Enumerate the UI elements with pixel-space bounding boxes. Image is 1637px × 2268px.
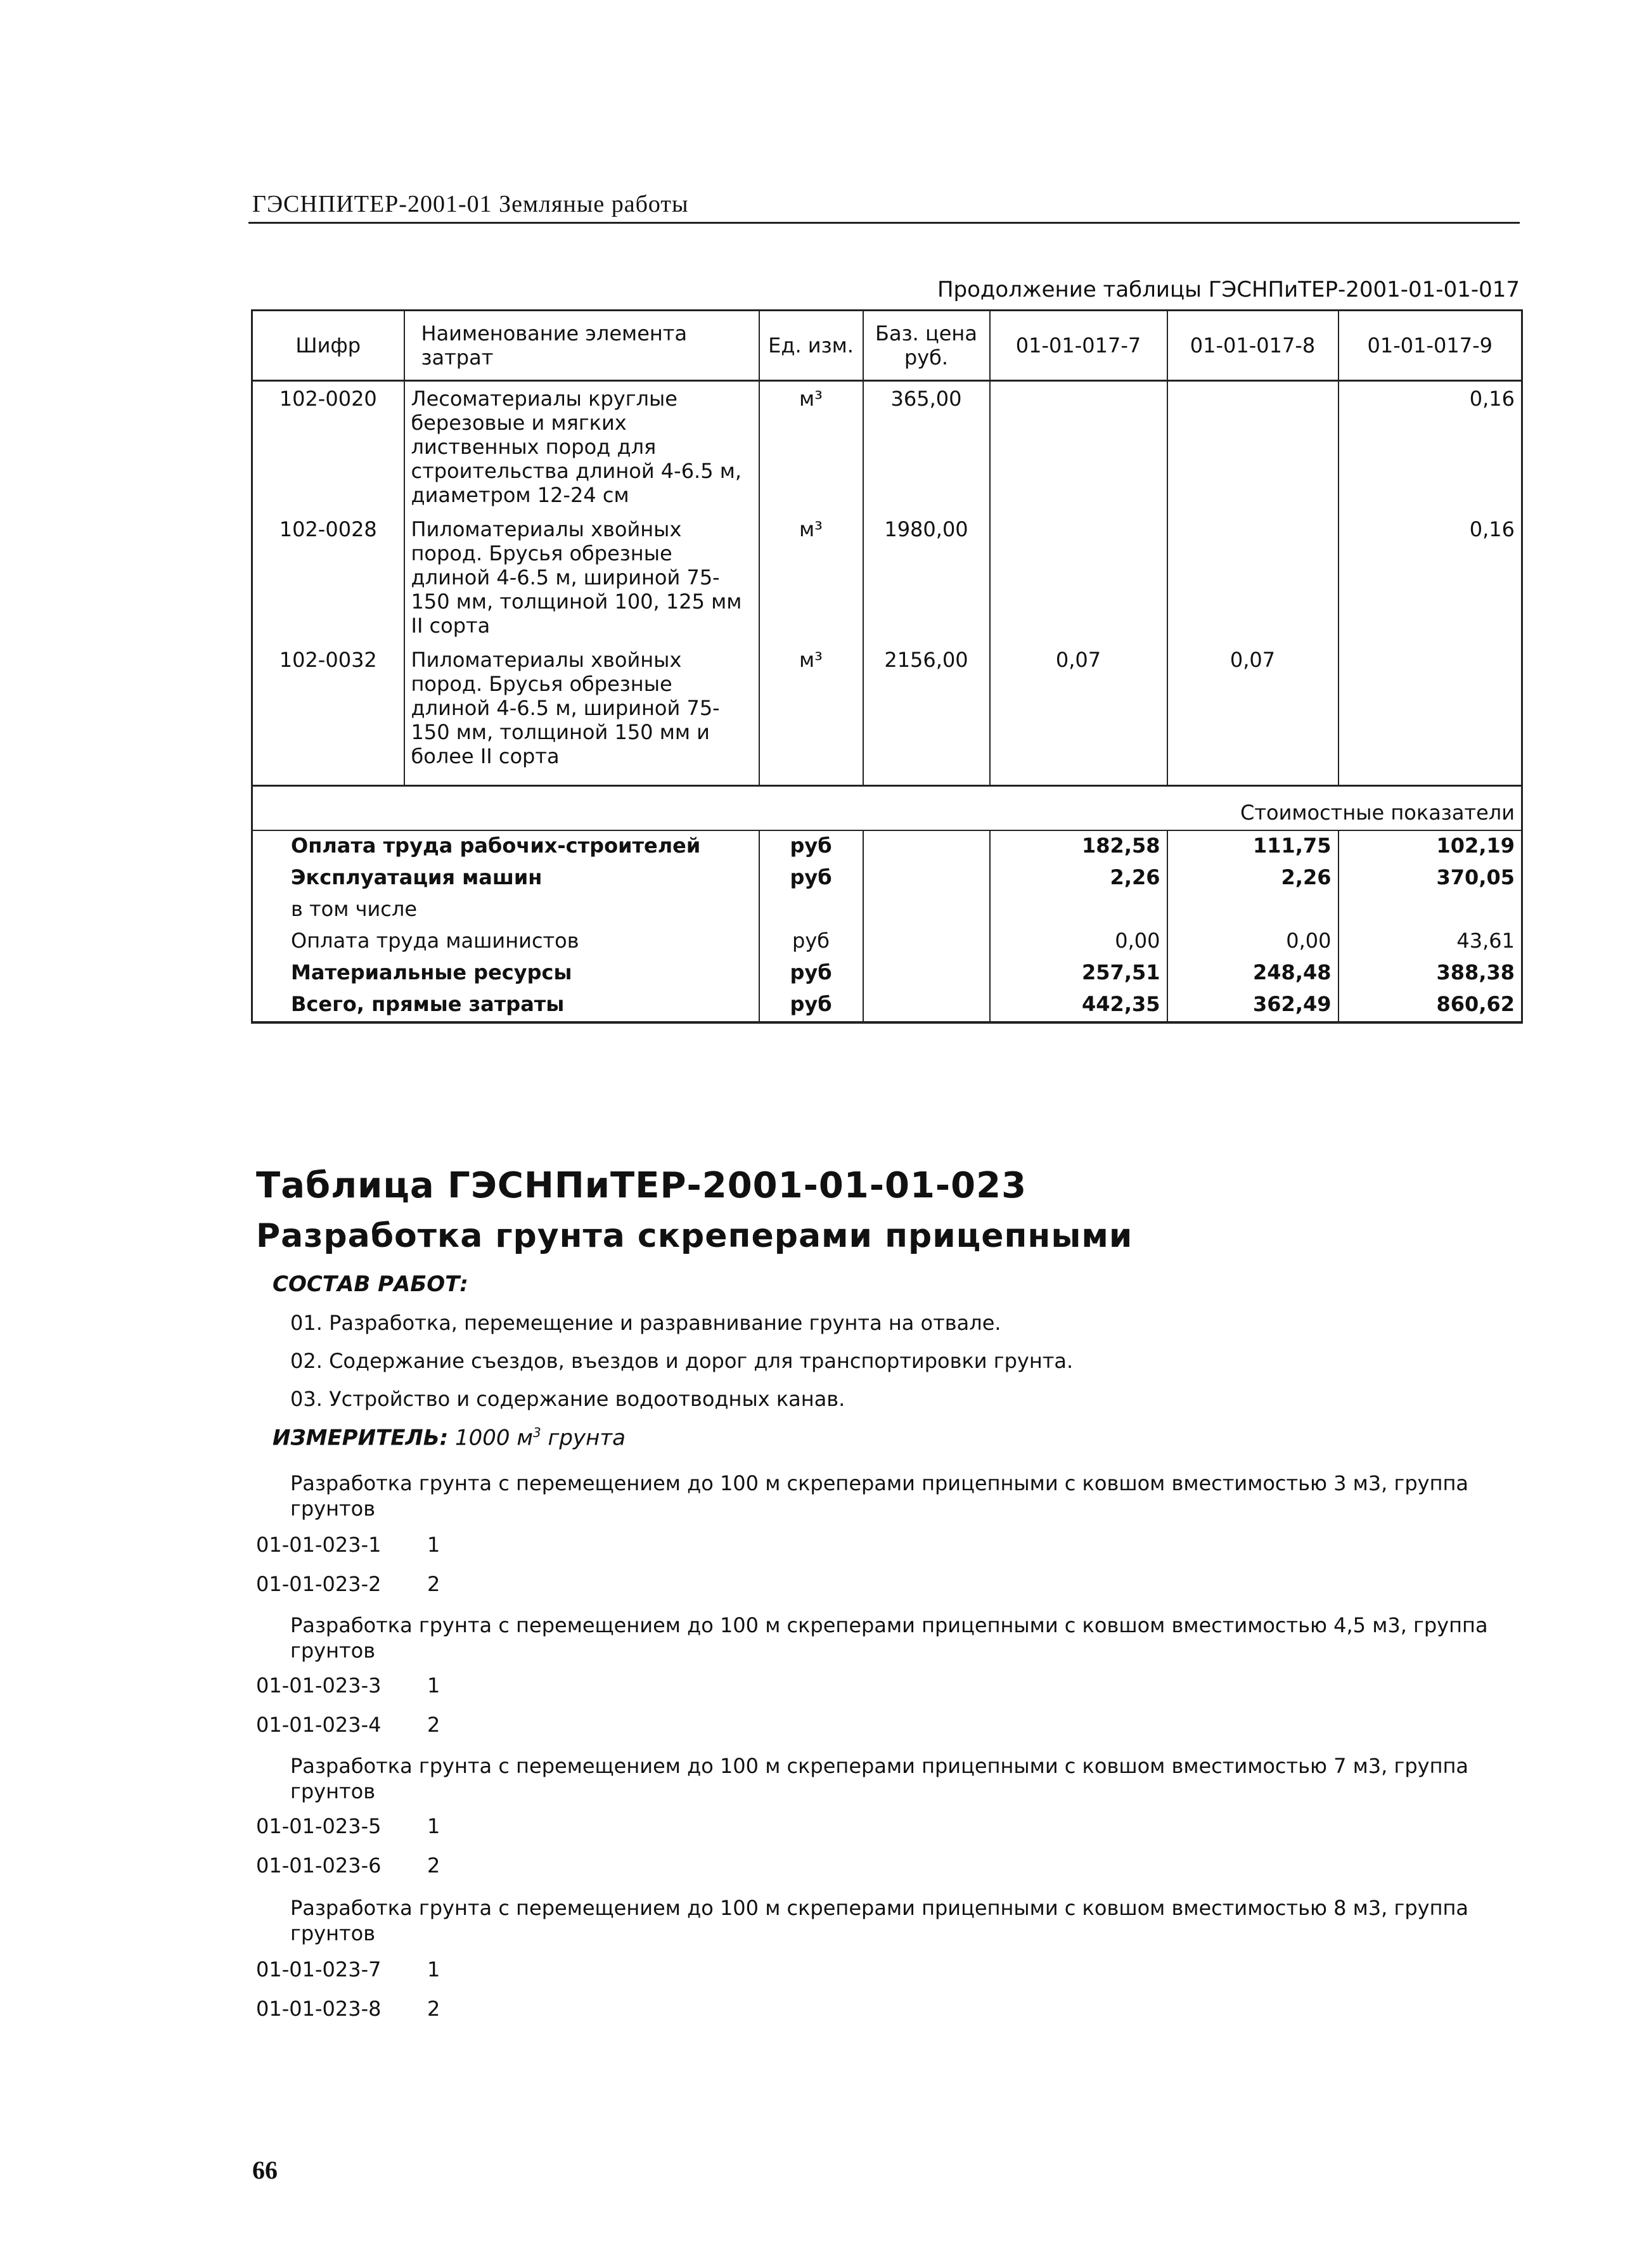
summary-value-7: 442,35 xyxy=(990,989,1167,1022)
summary-unit: руб xyxy=(759,989,863,1022)
summary-value-8: 0,00 xyxy=(1167,926,1338,958)
norm-code-row xyxy=(256,1957,440,1981)
summary-row xyxy=(252,894,1522,926)
summary-value-9: 102,19 xyxy=(1338,830,1522,863)
cost-band-label: Стоимостные показатели xyxy=(252,786,1522,831)
group-description: Разработка грунта с перемещением до 100 м скреперами прицепными с ковшом вместимостью 4,5 м3, группа грунтов xyxy=(290,1613,1488,1663)
work-composition-label: СОСТАВ РАБОТ: xyxy=(273,1272,468,1297)
row-value-9 xyxy=(1338,643,1522,773)
summary-label: Эксплуатация машин xyxy=(252,863,759,894)
col-header-017-8: 01-01-017-8 xyxy=(1167,311,1338,381)
soil-group-number: 2 xyxy=(427,1997,440,2021)
summary-value-8: 248,48 xyxy=(1167,958,1338,989)
col-header-017-7: 01-01-017-7 xyxy=(990,311,1167,381)
norm-code: 01-01-023-5 xyxy=(256,1814,382,1838)
row-value-8 xyxy=(1167,512,1338,643)
measurement-value: 1000 м xyxy=(455,1425,534,1451)
summary-value-7: 257,51 xyxy=(990,958,1167,989)
norm-code-row xyxy=(256,1814,440,1838)
resource-table xyxy=(251,309,1523,1024)
summary-value-7: 2,26 xyxy=(990,863,1167,894)
norm-code: 01-01-023-7 xyxy=(256,1957,382,1981)
summary-unit: руб xyxy=(759,863,863,894)
table-row xyxy=(252,512,1522,643)
row-value-8: 0,07 xyxy=(1167,643,1338,773)
running-header: ГЭСНПИТЕР-2001-01 Земляные работы xyxy=(252,191,689,217)
row-name: Пиломатериалы хвойных пород. Брусья обрезные длиной 4-6.5 м, шириной 75-150 мм, толщиной 150 мм и более II сорта xyxy=(404,643,759,773)
soil-group-number: 1 xyxy=(427,1957,440,1981)
norm-code: 01-01-023-1 xyxy=(256,1533,382,1557)
row-name: Лесоматериалы круглые березовые и мягких лиственных пород для строительства длиной 4-6.5 м, диаметром 12-24 см xyxy=(404,381,759,513)
summary-unit: руб xyxy=(759,830,863,863)
norm-code: 01-01-023-6 xyxy=(256,1853,382,1878)
summary-value-9: 370,05 xyxy=(1338,863,1522,894)
summary-value-9: 43,61 xyxy=(1338,926,1522,958)
col-header-name: Наименование элемента затрат xyxy=(404,311,759,381)
summary-value-7: 0,00 xyxy=(990,926,1167,958)
row-value-7 xyxy=(990,381,1167,513)
norm-code: 01-01-023-8 xyxy=(256,1997,382,2021)
row-name: Пиломатериалы хвойных пород. Брусья обрезные длиной 4-6.5 м, шириной 75-150 мм, толщиной 100, 125 мм II сорта xyxy=(404,512,759,643)
summary-value-9: 860,62 xyxy=(1338,989,1522,1022)
row-unit: м³ xyxy=(759,512,863,643)
table-header-row xyxy=(252,311,1522,381)
summary-value-9: 388,38 xyxy=(1338,958,1522,989)
col-header-code: Шифр xyxy=(252,311,404,381)
header-rule xyxy=(248,222,1520,224)
norm-code-row xyxy=(256,1533,440,1557)
work-item: 02. Содержание съездов, въездов и дорог для транспортировки грунта. xyxy=(290,1349,1074,1373)
norm-code-row xyxy=(256,1572,440,1596)
summary-row xyxy=(252,926,1522,958)
row-value-7 xyxy=(990,512,1167,643)
table-row xyxy=(252,381,1522,513)
section-title: Таблица ГЭСНПиТЕР-2001-01-01-023 xyxy=(256,1165,1027,1206)
group-description: Разработка грунта с перемещением до 100 м скреперами прицепными с ковшом вместимостью 8 м3, группа грунтов xyxy=(290,1896,1469,1945)
summary-value-8: 111,75 xyxy=(1167,830,1338,863)
measurement-unit xyxy=(273,1425,626,1450)
row-code: 102-0020 xyxy=(252,381,404,513)
col-header-017-9: 01-01-017-9 xyxy=(1338,311,1522,381)
summary-row xyxy=(252,989,1522,1022)
group-description: Разработка грунта с перемещением до 100 м скреперами прицепными с ковшом вместимостью 3 м3, группа грунтов xyxy=(290,1471,1469,1521)
norm-code-row xyxy=(256,1673,440,1698)
soil-group-number: 2 xyxy=(427,1713,440,1737)
row-value-9: 0,16 xyxy=(1338,512,1522,643)
soil-group-number: 1 xyxy=(427,1533,440,1557)
measurement-sup: 3 xyxy=(533,1425,541,1440)
row-unit: м³ xyxy=(759,643,863,773)
norm-code-row xyxy=(256,1997,440,2021)
soil-group-number: 2 xyxy=(427,1572,440,1596)
summary-label: Оплата труда машинистов xyxy=(252,926,759,958)
measurement-label: ИЗМЕРИТЕЛЬ: xyxy=(273,1425,449,1451)
table-continuation-caption: Продолжение таблицы ГЭСНПиТЕР-2001-01-01-017 xyxy=(937,277,1520,302)
cost-band-row xyxy=(252,786,1522,831)
row-code: 102-0032 xyxy=(252,643,404,773)
row-value-7: 0,07 xyxy=(990,643,1167,773)
col-header-unit: Ед. изм. xyxy=(759,311,863,381)
summary-row xyxy=(252,863,1522,894)
norm-code: 01-01-023-2 xyxy=(256,1572,382,1596)
summary-unit: руб xyxy=(759,958,863,989)
page-number: 66 xyxy=(252,2156,278,2184)
soil-group-number: 1 xyxy=(427,1814,440,1838)
row-code: 102-0028 xyxy=(252,512,404,643)
summary-row xyxy=(252,958,1522,989)
norm-code: 01-01-023-3 xyxy=(256,1673,382,1698)
soil-group-number: 1 xyxy=(427,1673,440,1698)
work-item: 01. Разработка, перемещение и разравнивание грунта на отвале. xyxy=(290,1311,1001,1335)
summary-value-7: 182,58 xyxy=(990,830,1167,863)
measurement-tail: грунта xyxy=(541,1425,626,1451)
row-price: 365,00 xyxy=(863,381,990,513)
work-item: 03. Устройство и содержание водоотводных канав. xyxy=(290,1387,845,1411)
summary-label: Материальные ресурсы xyxy=(252,958,759,989)
soil-group-number: 2 xyxy=(427,1853,440,1878)
row-price: 1980,00 xyxy=(863,512,990,643)
summary-row xyxy=(252,830,1522,863)
row-value-8 xyxy=(1167,381,1338,513)
summary-unit: руб xyxy=(759,926,863,958)
summary-label: Оплата труда рабочих-строителей xyxy=(252,830,759,863)
row-price: 2156,00 xyxy=(863,643,990,773)
summary-value-8: 362,49 xyxy=(1167,989,1338,1022)
col-header-price: Баз. цена руб. xyxy=(863,311,990,381)
row-value-9: 0,16 xyxy=(1338,381,1522,513)
summary-value-8: 2,26 xyxy=(1167,863,1338,894)
norm-code-row xyxy=(256,1713,440,1737)
summary-label: в том числе xyxy=(252,894,759,926)
norm-code: 01-01-023-4 xyxy=(256,1713,382,1737)
row-unit: м³ xyxy=(759,381,863,513)
table-row xyxy=(252,643,1522,773)
norm-code-row xyxy=(256,1853,440,1878)
summary-label: Всего, прямые затраты xyxy=(252,989,759,1022)
group-description: Разработка грунта с перемещением до 100 м скреперами прицепными с ковшом вместимостью 7 м3, группа грунтов xyxy=(290,1754,1469,1803)
section-subtitle: Разработка грунта скреперами прицепными xyxy=(256,1217,1133,1255)
